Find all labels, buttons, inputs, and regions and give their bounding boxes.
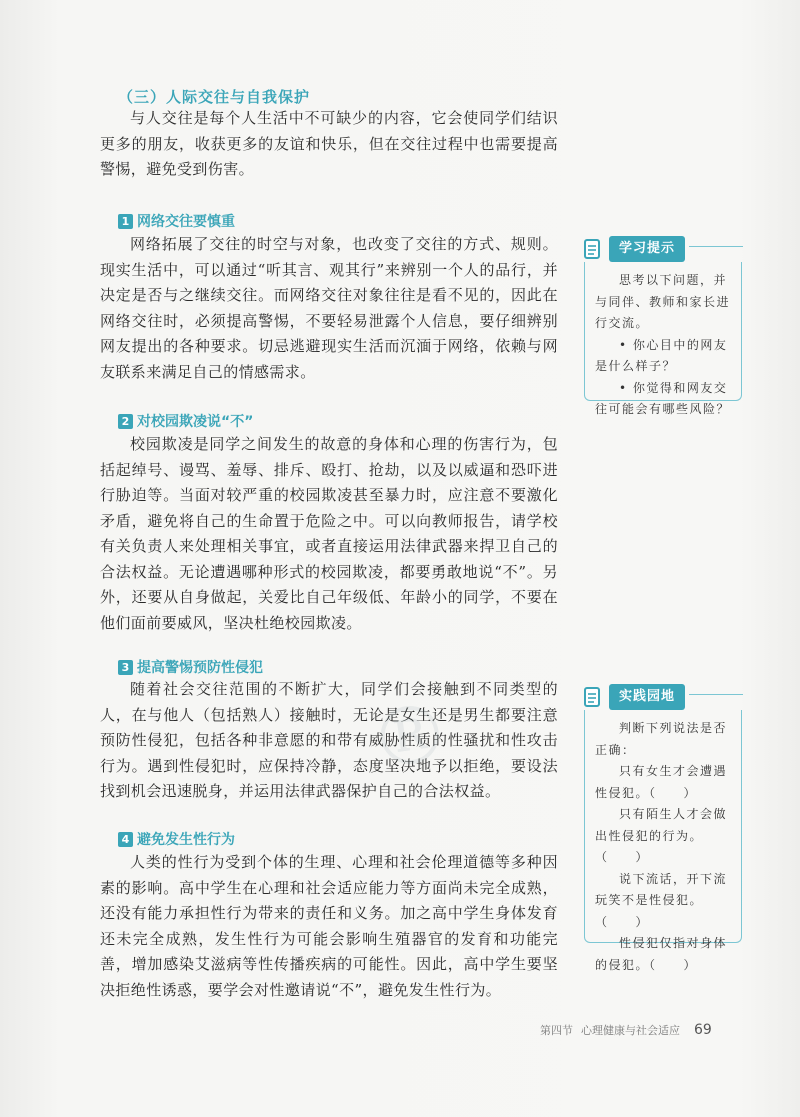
footer-chapter: 心理健康与社会适应 (581, 1024, 680, 1037)
notepad-icon (583, 238, 603, 260)
topic-3-heading (118, 657, 263, 677)
notepad-icon (583, 686, 603, 708)
practice-item: 性侵犯仅指对身体的侵犯。（ ） (595, 936, 728, 972)
page-footer (540, 1022, 712, 1038)
topic-number-badge: 3 (118, 660, 133, 675)
watermark: ® (363, 684, 457, 789)
study-tips-label: 学习提示 (609, 236, 685, 262)
topic-number-badge: 4 (118, 832, 133, 847)
practice-item: 说下流话，开下流玩笑不是性侵犯。（ ） (595, 871, 728, 929)
practice-label: 实践园地 (609, 684, 685, 710)
topic-1-title: 网络交往要慎重 (137, 214, 235, 230)
topic-2-body: 校园欺凌是同学之间发生的故意的身体和心理的伤害行为，包括起绰号、谩骂、羞辱、排斥、殴打、抢劫，以及以威逼和恐吓进行胁迫等。当面对较严重的校园欺凌甚至暴力时，应注意不要激化矛盾，避免将自己的生命置于危险之中。可以向教师报告，请学校有关负责人来处理相关事宜，或者直接运用法律武器来捍卫自己的合法权益。无论遭遇哪种形式的校园欺凌，都要勇敢地说“不”。另外，还要从自身做起，关爱比自己年级低、年龄小的同学，不要在他们面前要威风，坚决杜绝校园欺凌。 (100, 435, 558, 632)
box-top-line (689, 694, 743, 695)
study-tips-header (583, 236, 685, 262)
footer-section: 第四节 (540, 1024, 573, 1037)
practice-header (583, 684, 685, 710)
practice-item: 只有女生才会遭遇性侵犯。（ ） (595, 764, 728, 800)
study-tips-intro: 思考以下问题，并与同伴、教师和家长进行交流。 (595, 273, 731, 330)
study-tips-item: • 你心目中的网友是什么样子？ (595, 337, 728, 373)
section-intro: 与人交往是每个人生活中不可缺少的内容，它会使同学们结识更多的朋友，收获更多的友谊和快乐，但在交往过程中也需要提高警惕，避免受到伤害。 (100, 109, 558, 178)
topic-number-badge: 1 (118, 214, 133, 229)
practice-box (584, 689, 742, 972)
topic-4-title: 避免发生性行为 (137, 832, 235, 848)
topic-3-title: 提高警惕预防性侵犯 (137, 660, 263, 676)
page-number: 69 (694, 1022, 712, 1038)
topic-2-title: 对校园欺凌说“不” (137, 414, 254, 430)
practice-intro: 判断下列说法是否正确： (595, 721, 728, 757)
study-tips-item: • 你觉得和网友交往可能会有哪些风险？ (595, 380, 731, 416)
section-title: （三）人际交往与自我保护 (118, 88, 311, 106)
practice-item: 只有陌生人才会做出性侵犯的行为。（ ） (595, 807, 728, 864)
topic-3-body: 随着社会交往范围的不断扩大，同学们会接触到不同类型的人，在与他人（包括熟人）接触时，无论是女生还是男生都要注意预防性侵犯，包括各种非意愿的和带有威胁性质的性骚扰和性攻击行为。遇到性侵犯时，应保持冷静，态度坚决地予以拒绝，要设法找到机会迅速脱身，并运用法律武器保护自己的合法权益。 (100, 680, 558, 800)
topic-2-heading (118, 411, 253, 431)
topic-4-body: 人类的性行为受到个体的生理、心理和社会伦理道德等多种因素的影响。高中学生在心理和社会适应能力等方面尚未完全成熟，还没有能力承担性行为带来的责任和义务。加之高中学生身体发育还未完全成熟，发生性行为可能会影响生殖器官的发育和功能完善，增加感染艾滋病等性传播疾病的可能性。因此，高中学生要坚决拒绝性诱惑，要学会对性邀请说“不”，避免发生性行为。 (100, 853, 558, 999)
topic-1-body: 网络拓展了交往的时空与对象，也改变了交往的方式、规则。现实生活中，可以通过“听其言、观其行”来辨别一个人的品行，并决定是否与之继续交往。而网络交往对象往往是看不见的，因此在网络交往时，必须提高警惕，不要轻易泄露个人信息，要仔细辨别网友提出的各种要求。切忌逃避现实生活而沉湎于网络，依赖与网友联系来满足自己的情感需求。 (100, 235, 558, 381)
study-tips-box (584, 241, 742, 416)
topic-4-heading (118, 829, 235, 849)
box-top-line (689, 246, 743, 247)
topic-1-heading (118, 211, 235, 231)
topic-number-badge: 2 (118, 414, 133, 429)
